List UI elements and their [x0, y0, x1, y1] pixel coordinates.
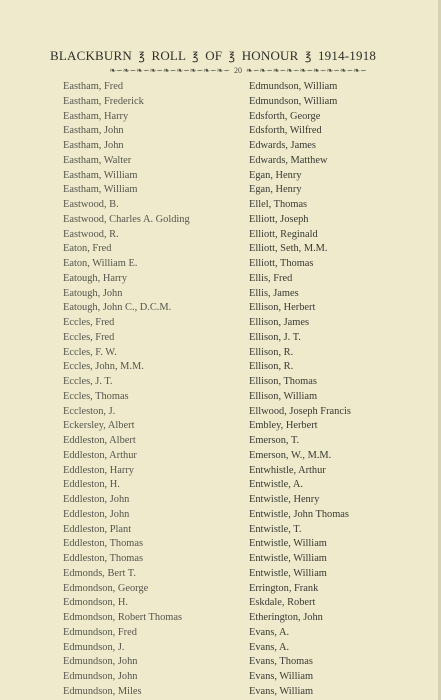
header-separator: ℥ — [138, 51, 145, 63]
name-entry: Edsforth, George — [249, 110, 321, 122]
name-entry: Ellwood, Joseph Francis — [249, 405, 351, 417]
name-entry: Entwistle, T. — [249, 523, 302, 535]
name-entry: Entwhistle, Arthur — [249, 464, 326, 476]
name-entry: Emerson, T. — [249, 435, 300, 446]
name-entry: Eddleston, Albert — [63, 435, 136, 446]
header-separator: ℥ — [192, 51, 199, 63]
name-entry: Eastham, John — [63, 125, 124, 137]
name-entry: Eastwood, R. — [63, 228, 119, 240]
name-entry: Eckersley, Albert — [63, 420, 135, 432]
header-honour: HONOUR — [241, 48, 299, 63]
ornament-right: ❧∽❧∽❧∽❧∽❧∽❧∽❧∽❧∽❧∽ — [246, 66, 367, 75]
name-entry: Eastham, Harry — [63, 110, 129, 122]
ornamental-rule — [60, 66, 416, 76]
name-entry: Evans, Thomas — [249, 656, 313, 668]
name-entry: Ellison, R. — [249, 346, 294, 358]
name-entry: Eddleston, John — [63, 494, 130, 505]
name-entry: Embley, Herbert — [249, 420, 318, 432]
name-entry: Emerson, W., M.M. — [249, 449, 332, 461]
name-entry: Edmundson, J. — [63, 641, 125, 653]
name-entry: Ellison, J. T. — [249, 331, 301, 343]
name-entry: Eddleston, Thomas — [63, 538, 144, 550]
name-entry: Evans, William — [249, 671, 314, 682]
name-entry: Edwards, James — [249, 140, 316, 151]
name-entry: Ellison, William — [249, 390, 318, 402]
page-number: 20 — [234, 66, 242, 75]
name-entry: Eastwood, Charles A. Golding — [63, 213, 190, 225]
name-entry: Eastham, William — [63, 169, 138, 181]
name-entry: Eskdale, Robert — [249, 597, 316, 609]
header-of: OF — [205, 48, 223, 63]
name-entry: Eccles, Fred — [63, 331, 115, 343]
name-entry: Eddleston, Harry — [63, 464, 134, 476]
name-entry: Elliott, Seth, M.M. — [249, 243, 328, 255]
name-entry: Eastham, Walter — [63, 154, 132, 166]
name-entry: Entwistle, William — [249, 567, 327, 579]
name-entry: Eastham, Frederick — [63, 95, 144, 107]
name-entry: Edsforth, Wilfred — [249, 125, 322, 137]
name-entry: Edmondson, H. — [63, 597, 128, 609]
name-entry: Ellison, James — [249, 317, 310, 328]
name-entry: Edmundson, William — [249, 81, 338, 92]
name-entry: Ellis, James — [249, 287, 299, 299]
name-entry: Eaton, Fred — [63, 243, 112, 255]
name-entry: Edmonds, Bert T. — [63, 567, 136, 579]
name-entry: Eddleston, Plant — [63, 523, 132, 535]
name-entry: Ellel, Thomas — [249, 199, 308, 210]
name-entry: Elliott, Joseph — [249, 213, 309, 225]
name-entry: Eastham, John — [63, 140, 124, 151]
name-entry: Entwistle, Henry — [249, 494, 320, 505]
name-entry: Eatough, John — [63, 287, 123, 299]
name-entry: Eddleston, John — [63, 508, 130, 520]
names-column-right — [249, 80, 351, 700]
name-entry: Edmundson, John — [63, 656, 138, 668]
name-entry: Eccleston, J. — [63, 405, 116, 417]
name-entry: Entwistle, William — [249, 553, 327, 564]
names-column-left — [63, 80, 190, 700]
name-entry: Eastham, Fred — [63, 81, 124, 92]
name-entry: Egan, Henry — [249, 184, 302, 196]
header-city: BLACKBURN — [50, 48, 132, 63]
name-entry: Eccles, Thomas — [63, 390, 129, 402]
name-entry: Edwards, Matthew — [249, 154, 328, 166]
name-entry: Errington, Frank — [249, 582, 319, 594]
page-header — [50, 48, 430, 64]
name-entry: Entwistle, John Thomas — [249, 508, 349, 520]
ornament-left: ❧∽❧∽❧∽❧∽❧∽❧∽❧∽❧∽❧∽ — [109, 66, 230, 75]
name-entry: Edmundson, John — [63, 671, 138, 682]
name-entry: Elliott, Reginald — [249, 228, 318, 240]
name-entry: Eatough, Harry — [63, 272, 128, 284]
name-entry: Entwistle, A. — [249, 479, 303, 491]
name-entry: Evans, A. — [249, 641, 290, 653]
name-entry: Ellis, Fred — [249, 272, 293, 284]
header-roll: ROLL — [151, 48, 186, 63]
name-entry: Eccles, John, M.M. — [63, 361, 144, 373]
name-entry: Eastwood, B. — [63, 199, 119, 210]
name-entry: Edmundson, Fred — [63, 626, 137, 638]
name-entry: Ellison, R. — [249, 361, 294, 373]
name-entry: Eddleston, Arthur — [63, 449, 137, 461]
name-entry: Edmundson, Miles — [63, 685, 142, 697]
name-entry: Eatough, John C., D.C.M. — [63, 302, 172, 314]
name-entry: Evans, William — [249, 685, 314, 697]
name-entry: Ellison, Herbert — [249, 302, 316, 314]
header-separator: ℥ — [228, 51, 236, 63]
name-entry: Entwistle, William — [249, 538, 327, 550]
name-entry: Etherington, John — [249, 612, 323, 623]
name-entry: Edmondson, Robert Thomas — [63, 612, 183, 623]
header-separator: ℥ — [304, 51, 312, 63]
name-entry: Eccles, Fred — [63, 317, 115, 328]
name-entry: Edmundson, William — [249, 95, 338, 107]
name-entry: Eddleston, Thomas — [63, 553, 144, 564]
name-entry: Eddleston, H. — [63, 479, 120, 491]
name-entry: Eaton, William E. — [63, 258, 138, 269]
name-entry: Evans, A. — [249, 626, 290, 638]
name-entry: Egan, Henry — [249, 169, 302, 181]
name-entry: Eastham, William — [63, 184, 138, 196]
name-entry: Edmondson, George — [63, 582, 149, 594]
name-entry: Ellison, Thomas — [249, 376, 317, 387]
name-entry: Eccles, J. T. — [63, 376, 113, 387]
header-years: 1914-1918 — [317, 48, 377, 63]
name-entry: Elliott, Thomas — [249, 258, 314, 269]
name-entry: Eccles, F. W. — [63, 346, 117, 358]
